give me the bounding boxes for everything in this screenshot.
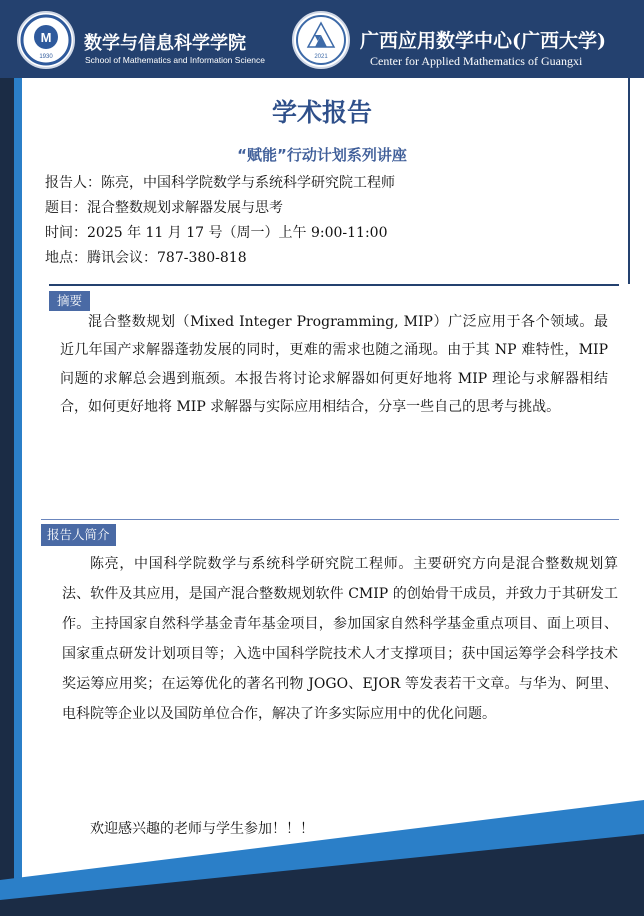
info-value: 陈亮，中国科学院数学与系统科学研究院工程师 [101,175,395,191]
welcome-message: 欢迎感兴趣的老师与学生参加！！！ [90,821,314,837]
bio-tag: 报告人简介 [41,524,116,546]
school-name-en: School of Mathematics and Information Science [85,55,266,65]
center-logo [292,11,350,69]
bottom-decoration [0,790,644,916]
info-location [45,247,247,267]
bio-text: 陈亮，中国科学院数学与系统科学研究院工程师。主要研究方向是混合整数规划算法、软件及其应用，是国产混合整数规划软件 CMIP 的创始骨干成员，并致力于其研发工作。主持国家自然科学基金青年基金项目，参加国家自然科学基金重点项目、面上项目、国家重点研发计划项目等；入选中国科学院技术人才支撑项目；获中国运筹学会科学技术奖运筹应用奖；在运筹优化的著名刊物 JOGO、EJOR 等发表若干文章。与华为、阿里、电科院等企业以及国防单位合作，解决了许多实际应用中的优化问题。 [62,556,618,722]
school-logo [17,11,75,69]
abstract-text: 混合整数规划（Mixed Integer Programming, MIP）广泛应用于各个领域。最近几年国产求解器蓬勃发展的同时，更难的需求也随之涌现。由于其 NP 难特性，MIP 问题的求解总会遇到瓶颈。本报告将讨论求解器如何更好地将 MIP 理论与求解器相结合，如何更好地将 MIP 求解器与实际应用相结合，分享一些自己的思考与挑战。 [60,314,608,416]
center-name-cn: 广西应用数学中心(广西大学) [360,30,606,52]
logo-year-right: 2021 [314,54,328,60]
logo-year-left: 1930 [39,54,53,60]
bio-divider [41,519,619,520]
school-name-cn: 数学与信息科学学院 [84,33,246,54]
info-value: 混合整数规划求解器发展与思考 [87,200,283,216]
svg-text:M: M [40,30,52,45]
page-subtitle: “赋能”行动计划系列讲座 [237,146,407,164]
info-label: 时间： [45,225,87,241]
center-name-en: Center for Applied Mathematics of Guangxi [370,54,583,68]
info-value: 2025 年 11 月 17 号（周一）上午 9:00-11:00 [87,225,388,241]
info-time [45,222,387,242]
info-label: 地点： [45,250,87,266]
header-banner [0,0,644,78]
info-value: 腾讯会议：787-380-818 [87,250,247,266]
info-topic [45,197,283,217]
info-label: 报告人： [45,175,101,191]
page-title: 学术报告 [271,98,372,127]
abstract-divider [49,284,619,286]
abstract-tag: 摘要 [49,291,90,311]
info-speaker [45,172,395,192]
info-label: 题目： [45,200,87,216]
